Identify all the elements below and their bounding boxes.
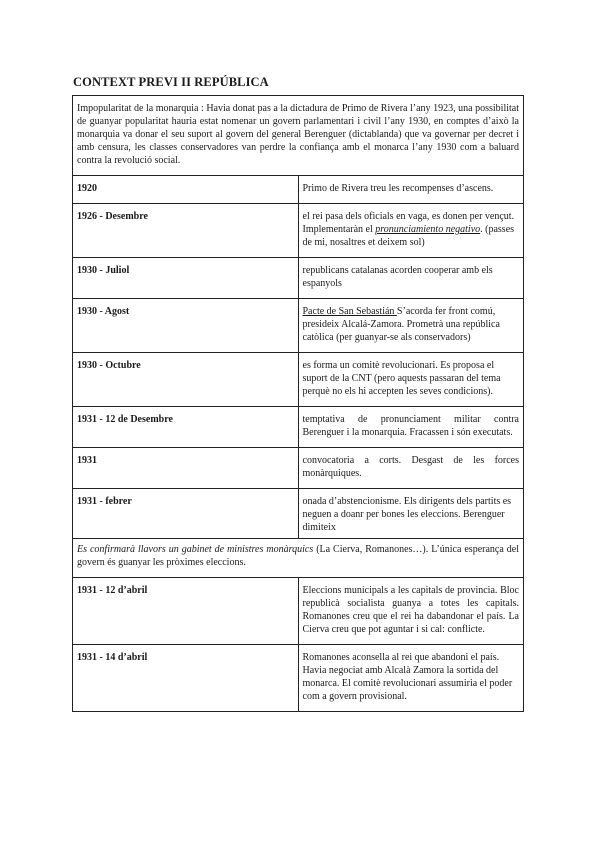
row-date: 1930 - Juliol — [73, 258, 299, 299]
middle-note — [73, 539, 524, 578]
page-title: CONTEXT PREVI II REPÚBLICA — [73, 75, 269, 89]
table-row — [73, 645, 524, 712]
row-description: convocatoria a corts. Desgast de les forces monàrquiques. — [298, 448, 524, 489]
row-date: 1930 - Agost — [73, 299, 299, 353]
row-date: 1931 — [73, 448, 299, 489]
row-description-part: el rei pasa dels oficials en vaga, es donen per vençut. Implementaràn el — [302, 211, 515, 235]
row-description: es forma un comitè revolucionari. Es proposa el suport de la CNT (pero aquests passaran del tema perquè no els hi accepten les seves condicions). — [298, 353, 524, 407]
middle-note-row — [73, 539, 524, 578]
row-description — [298, 204, 524, 258]
middle-note-italic: Es confirmarà llavors un gabinet de ministres monàrquics — [77, 544, 314, 555]
row-description: republicans catalanas acorden cooperar amb els espanyols — [298, 258, 524, 299]
table-row — [73, 258, 524, 299]
table-row — [73, 353, 524, 407]
pronunciamiento-term: pronunciamiento negativo — [375, 224, 481, 235]
table-row — [73, 299, 524, 353]
row-date: 1931 - 12 de Desembre — [73, 407, 299, 448]
row-date: 1931 - febrer — [73, 489, 299, 539]
row-date: 1931 - 14 d’abril — [73, 645, 299, 712]
table-row — [73, 407, 524, 448]
row-date: 1926 - Desembre — [73, 204, 299, 258]
row-description: onada d’abstencionisme. Els dirigents dels partits es neguen a doanr per bones les eleccions. Berenguer dimiteix — [298, 489, 524, 539]
row-description: Romanones aconsella al rei que abandoni el país. Havia negociat amb Alcalà Zamora la sortida del monarca. El comitè revolucionari assumiria el poder com a govern provisional. — [298, 645, 524, 712]
row-date: 1931 - 12 d’abril — [73, 578, 299, 645]
row-description: Eleccions municipals a les capitals de provincia. Bloc republicà socialista guanya a totes les capitals. Romanones creu que el rei ha dabandonar el país. La Cierva creu que pot aguntar i si cal: conflicte. — [298, 578, 524, 645]
middle-note-text: (La Cierva, Romanones…). L’única esperança del govern és guanyar les pròximes eleccions. — [77, 544, 519, 568]
table-row — [73, 204, 524, 258]
table-row — [73, 176, 524, 204]
table-row — [73, 578, 524, 645]
intro-row — [73, 96, 524, 176]
intro-text: Impopularitat de la monarquia : Havia donat pas a la dictadura de Primo de Rivera l’any 1923, una possibilitat de guanyar popularitat hauria estat nomenar un govern parlamentari i civil l’any 1930, en comptes d’això la monarquia va donar el seu suport al govern del general Berenguer (dictablanda) que va governar per decret i amb censura, les classes conservadores van perdre la confiança amb el monarca l’any 1930 com a baluard contra la revolució social. — [73, 96, 524, 176]
row-date: 1930 - Octubre — [73, 353, 299, 407]
row-description: temptativa de pronunciament militar contra Berenguer i la monarquia. Fracassen i són executats. — [298, 407, 524, 448]
row-description-part: S’acorda fer front comú, presideix Alcalá-Zamora. Prometrà una república catòlica (per guanyar-se als conservadors) — [302, 306, 500, 343]
row-description — [298, 299, 524, 353]
table-row — [73, 448, 524, 489]
row-description-part: . (passes de mi, nosaltres et deixem sol) — [302, 224, 515, 248]
table-row — [73, 489, 524, 539]
row-date: 1920 — [73, 176, 299, 204]
row-description: Primo de Rivera treu les recompenses d’ascens. — [298, 176, 524, 204]
pacte-term: Pacte de San Sebastián — [302, 306, 397, 317]
timeline-table — [72, 95, 524, 712]
